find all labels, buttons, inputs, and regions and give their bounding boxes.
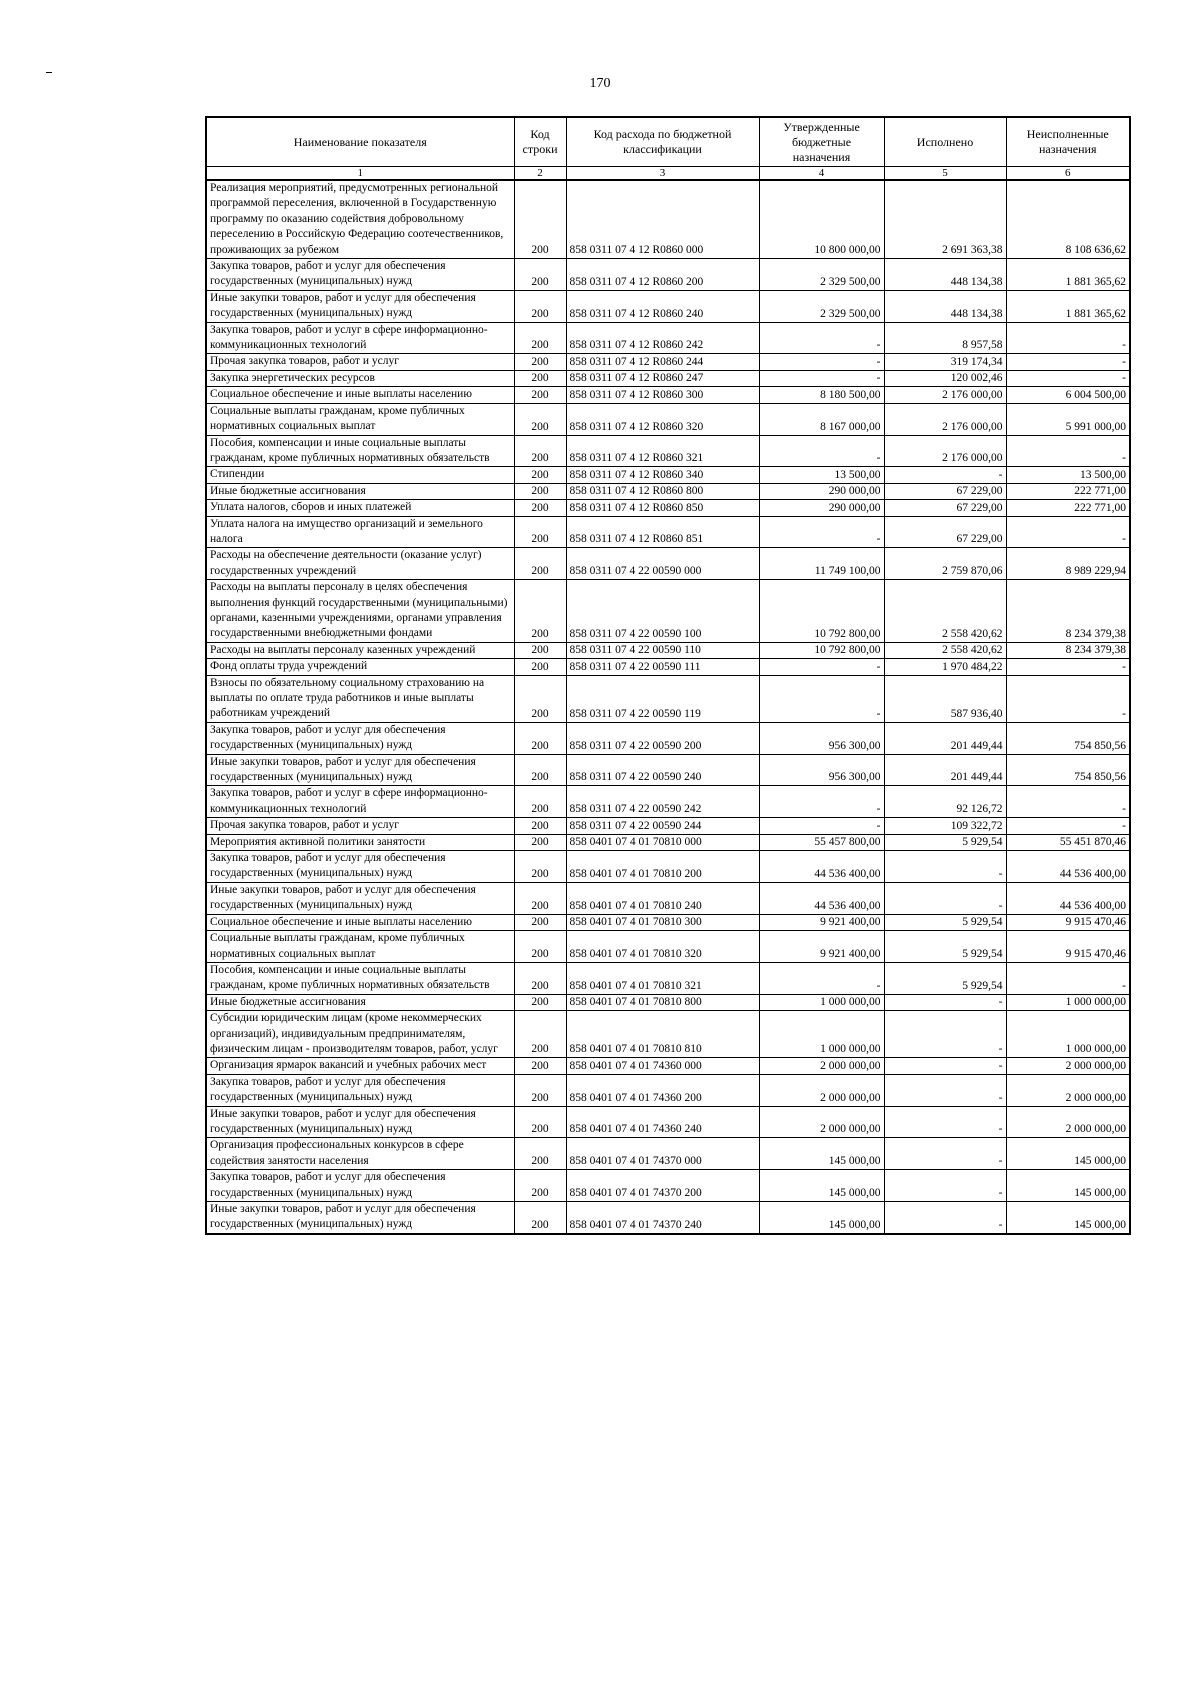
row-name: Иные бюджетные ассигнования — [206, 994, 514, 1010]
row-unexecuted: 6 004 500,00 — [1006, 387, 1130, 403]
row-name: Пособия, компенсации и иные социальные выплаты гражданам, кроме публичных нормативных обязательств — [206, 962, 514, 994]
table-row — [206, 548, 1130, 580]
row-unexecuted: 222 771,00 — [1006, 500, 1130, 516]
table-row — [206, 642, 1130, 658]
row-approved: - — [759, 370, 884, 386]
row-classification: 858 0311 07 4 22 00590 244 — [566, 818, 759, 834]
row-code: 200 — [514, 548, 566, 580]
row-unexecuted: 9 915 470,46 — [1006, 914, 1130, 930]
table-row — [206, 818, 1130, 834]
row-classification: 858 0401 07 4 01 70810 321 — [566, 962, 759, 994]
table-row — [206, 1138, 1130, 1170]
row-name: Закупка товаров, работ и услуг для обеспечения государственных (муниципальных) нужд — [206, 851, 514, 883]
row-approved: 2 000 000,00 — [759, 1106, 884, 1138]
row-classification: 858 0401 07 4 01 70810 300 — [566, 914, 759, 930]
row-name: Иные закупки товаров, работ и услуг для обеспечения государственных (муниципальных) нужд — [206, 882, 514, 914]
row-executed: 448 134,38 — [884, 290, 1006, 322]
table-row — [206, 722, 1130, 754]
row-approved: 8 180 500,00 — [759, 387, 884, 403]
row-unexecuted: - — [1006, 370, 1130, 386]
column-number: 3 — [566, 167, 759, 181]
row-name: Прочая закупка товаров, работ и услуг — [206, 818, 514, 834]
row-classification: 858 0311 07 4 22 00590 110 — [566, 642, 759, 658]
row-approved: 1 000 000,00 — [759, 1011, 884, 1058]
row-unexecuted: 754 850,56 — [1006, 722, 1130, 754]
row-classification: 858 0311 07 4 22 00590 240 — [566, 754, 759, 786]
row-code: 200 — [514, 403, 566, 435]
row-executed: 2 176 000,00 — [884, 435, 1006, 467]
row-code: 200 — [514, 580, 566, 643]
row-unexecuted: 145 000,00 — [1006, 1170, 1130, 1202]
row-name: Уплата налогов, сборов и иных платежей — [206, 500, 514, 516]
row-unexecuted: 9 915 470,46 — [1006, 931, 1130, 963]
header-approved: Утвержденные бюджетные назначения — [759, 117, 884, 167]
row-unexecuted: - — [1006, 786, 1130, 818]
row-executed: 1 970 484,22 — [884, 659, 1006, 675]
row-classification: 858 0401 07 4 01 70810 320 — [566, 931, 759, 963]
row-approved: - — [759, 675, 884, 722]
row-approved: 9 921 400,00 — [759, 931, 884, 963]
row-approved: 2 000 000,00 — [759, 1074, 884, 1106]
row-executed: 319 174,34 — [884, 354, 1006, 370]
row-name: Закупка товаров, работ и услуг для обеспечения государственных (муниципальных) нужд — [206, 1170, 514, 1202]
row-classification: 858 0401 07 4 01 70810 000 — [566, 834, 759, 850]
column-number: 1 — [206, 167, 514, 181]
table-row — [206, 931, 1130, 963]
row-name: Стипендии — [206, 467, 514, 483]
row-classification: 858 0401 07 4 01 74370 200 — [566, 1170, 759, 1202]
row-executed: 67 229,00 — [884, 516, 1006, 548]
row-unexecuted: - — [1006, 516, 1130, 548]
table-row — [206, 659, 1130, 675]
row-classification: 858 0401 07 4 01 70810 200 — [566, 851, 759, 883]
page-mark — [46, 72, 52, 73]
row-classification: 858 0311 07 4 12 R0860 242 — [566, 322, 759, 354]
row-code: 200 — [514, 834, 566, 850]
row-unexecuted: 145 000,00 — [1006, 1138, 1130, 1170]
row-unexecuted: 8 108 636,62 — [1006, 180, 1130, 259]
row-classification: 858 0311 07 4 22 00590 000 — [566, 548, 759, 580]
row-approved: 290 000,00 — [759, 500, 884, 516]
header-code: Код строки — [514, 117, 566, 167]
row-approved: - — [759, 322, 884, 354]
row-name: Иные закупки товаров, работ и услуг для обеспечения государственных (муниципальных) нужд — [206, 1202, 514, 1234]
table-row — [206, 882, 1130, 914]
row-code: 200 — [514, 354, 566, 370]
row-approved: 55 457 800,00 — [759, 834, 884, 850]
row-approved: 1 000 000,00 — [759, 994, 884, 1010]
table-row — [206, 786, 1130, 818]
row-code: 200 — [514, 931, 566, 963]
table-row — [206, 834, 1130, 850]
table-row — [206, 851, 1130, 883]
row-code: 200 — [514, 722, 566, 754]
row-code: 200 — [514, 259, 566, 291]
row-name: Иные закупки товаров, работ и услуг для обеспечения государственных (муниципальных) нужд — [206, 754, 514, 786]
row-classification: 858 0311 07 4 12 R0860 240 — [566, 290, 759, 322]
row-approved: - — [759, 659, 884, 675]
table-row — [206, 1058, 1130, 1074]
row-name: Пособия, компенсации и иные социальные выплаты гражданам, кроме публичных нормативных обязательств — [206, 435, 514, 467]
table-row — [206, 354, 1130, 370]
row-unexecuted: 1 881 365,62 — [1006, 259, 1130, 291]
row-executed: 5 929,54 — [884, 962, 1006, 994]
row-code: 200 — [514, 882, 566, 914]
row-approved: 956 300,00 — [759, 722, 884, 754]
column-number: 6 — [1006, 167, 1130, 181]
row-executed: 2 176 000,00 — [884, 387, 1006, 403]
row-code: 200 — [514, 786, 566, 818]
row-name: Закупка энергетических ресурсов — [206, 370, 514, 386]
row-unexecuted: 13 500,00 — [1006, 467, 1130, 483]
column-number: 4 — [759, 167, 884, 181]
row-code: 200 — [514, 1138, 566, 1170]
row-code: 200 — [514, 1058, 566, 1074]
row-approved: - — [759, 962, 884, 994]
row-unexecuted: 2 000 000,00 — [1006, 1058, 1130, 1074]
row-unexecuted: - — [1006, 962, 1130, 994]
table-row — [206, 516, 1130, 548]
row-name: Социальное обеспечение и иные выплаты населению — [206, 387, 514, 403]
row-name: Иные закупки товаров, работ и услуг для обеспечения государственных (муниципальных) нужд — [206, 1106, 514, 1138]
row-code: 200 — [514, 642, 566, 658]
row-name: Реализация мероприятий, предусмотренных региональной программой переселения, включенной в Государственную программу по оказанию содействия добровольному переселению в Российскую Федерацию соотечественников, проживающих за рубежом — [206, 180, 514, 259]
table-row — [206, 403, 1130, 435]
row-classification: 858 0311 07 4 12 R0860 300 — [566, 387, 759, 403]
row-approved: 956 300,00 — [759, 754, 884, 786]
table-row — [206, 322, 1130, 354]
row-classification: 858 0401 07 4 01 70810 800 — [566, 994, 759, 1010]
row-name: Закупка товаров, работ и услуг для обеспечения государственных (муниципальных) нужд — [206, 259, 514, 291]
budget-report-table — [205, 116, 1131, 1235]
row-executed: - — [884, 882, 1006, 914]
table-row — [206, 675, 1130, 722]
row-code: 200 — [514, 754, 566, 786]
row-code: 200 — [514, 851, 566, 883]
table-row — [206, 1011, 1130, 1058]
row-unexecuted: 2 000 000,00 — [1006, 1106, 1130, 1138]
row-name: Социальные выплаты гражданам, кроме публичных нормативных социальных выплат — [206, 403, 514, 435]
row-executed: 5 929,54 — [884, 834, 1006, 850]
row-unexecuted: 8 234 379,38 — [1006, 642, 1130, 658]
row-unexecuted: - — [1006, 818, 1130, 834]
row-classification: 858 0401 07 4 01 70810 810 — [566, 1011, 759, 1058]
table-row — [206, 994, 1130, 1010]
row-unexecuted: - — [1006, 435, 1130, 467]
row-code: 200 — [514, 370, 566, 386]
row-approved: - — [759, 354, 884, 370]
row-executed: - — [884, 994, 1006, 1010]
row-executed: 8 957,58 — [884, 322, 1006, 354]
row-executed: - — [884, 1106, 1006, 1138]
row-code: 200 — [514, 818, 566, 834]
row-unexecuted: - — [1006, 675, 1130, 722]
row-code: 200 — [514, 435, 566, 467]
column-number-row — [206, 167, 1130, 181]
row-name: Иные закупки товаров, работ и услуг для обеспечения государственных (муниципальных) нужд — [206, 290, 514, 322]
row-code: 200 — [514, 659, 566, 675]
row-name: Уплата налога на имущество организаций и земельного налога — [206, 516, 514, 548]
table-row — [206, 1170, 1130, 1202]
row-unexecuted: 145 000,00 — [1006, 1202, 1130, 1234]
row-approved: 44 536 400,00 — [759, 882, 884, 914]
row-classification: 858 0401 07 4 01 74360 240 — [566, 1106, 759, 1138]
row-code: 200 — [514, 500, 566, 516]
row-executed: - — [884, 1138, 1006, 1170]
row-code: 200 — [514, 994, 566, 1010]
row-approved: - — [759, 818, 884, 834]
row-name: Организация профессиональных конкурсов в сфере содействия занятости населения — [206, 1138, 514, 1170]
page-number: 170 — [589, 76, 611, 91]
table-row — [206, 370, 1130, 386]
row-unexecuted: - — [1006, 322, 1130, 354]
row-approved: 10 800 000,00 — [759, 180, 884, 259]
row-executed: - — [884, 467, 1006, 483]
row-code: 200 — [514, 483, 566, 499]
row-code: 200 — [514, 1106, 566, 1138]
row-approved: 10 792 800,00 — [759, 580, 884, 643]
row-classification: 858 0311 07 4 12 R0860 247 — [566, 370, 759, 386]
row-code: 200 — [514, 180, 566, 259]
table-row — [206, 914, 1130, 930]
row-code: 200 — [514, 290, 566, 322]
row-code: 200 — [514, 1170, 566, 1202]
row-approved: 2 000 000,00 — [759, 1058, 884, 1074]
header-executed: Исполнено — [884, 117, 1006, 167]
row-unexecuted: - — [1006, 659, 1130, 675]
table-row — [206, 500, 1130, 516]
row-name: Организация ярмарок вакансий и учебных рабочих мест — [206, 1058, 514, 1074]
row-classification: 858 0311 07 4 12 R0860 321 — [566, 435, 759, 467]
row-name: Фонд оплаты труда учреждений — [206, 659, 514, 675]
row-unexecuted: 8 989 229,94 — [1006, 548, 1130, 580]
row-approved: 10 792 800,00 — [759, 642, 884, 658]
row-approved: 11 749 100,00 — [759, 548, 884, 580]
row-classification: 858 0311 07 4 12 R0860 851 — [566, 516, 759, 548]
row-code: 200 — [514, 962, 566, 994]
row-name: Расходы на обеспечение деятельности (оказание услуг) государственных учреждений — [206, 548, 514, 580]
row-executed: 120 002,46 — [884, 370, 1006, 386]
table-row — [206, 435, 1130, 467]
row-code: 200 — [514, 387, 566, 403]
row-code: 200 — [514, 914, 566, 930]
row-approved: - — [759, 786, 884, 818]
row-approved: 145 000,00 — [759, 1138, 884, 1170]
row-executed: 67 229,00 — [884, 500, 1006, 516]
row-unexecuted: 1 881 365,62 — [1006, 290, 1130, 322]
table-row — [206, 1074, 1130, 1106]
row-executed: 109 322,72 — [884, 818, 1006, 834]
header-name: Наименование показателя — [206, 117, 514, 167]
table-row — [206, 754, 1130, 786]
row-approved: 13 500,00 — [759, 467, 884, 483]
row-approved: - — [759, 435, 884, 467]
row-approved: 2 329 500,00 — [759, 259, 884, 291]
row-name: Мероприятия активной политики занятости — [206, 834, 514, 850]
row-executed: 2 759 870,06 — [884, 548, 1006, 580]
row-classification: 858 0311 07 4 12 R0860 000 — [566, 180, 759, 259]
row-classification: 858 0401 07 4 01 74360 200 — [566, 1074, 759, 1106]
row-name: Закупка товаров, работ и услуг для обеспечения государственных (муниципальных) нужд — [206, 1074, 514, 1106]
row-approved: 9 921 400,00 — [759, 914, 884, 930]
row-name: Закупка товаров, работ и услуг для обеспечения государственных (муниципальных) нужд — [206, 722, 514, 754]
row-executed: 2 176 000,00 — [884, 403, 1006, 435]
row-classification: 858 0311 07 4 12 R0860 320 — [566, 403, 759, 435]
table-row — [206, 580, 1130, 643]
row-approved: 2 329 500,00 — [759, 290, 884, 322]
row-name: Субсидии юридическим лицам (кроме некоммерческих организаций), индивидуальным предпринимателям, физическим лицам - производителям товаров, работ, услуг — [206, 1011, 514, 1058]
row-name: Закупка товаров, работ и услуг в сфере информационно-коммуникационных технологий — [206, 322, 514, 354]
row-executed: - — [884, 1170, 1006, 1202]
row-classification: 858 0311 07 4 12 R0860 200 — [566, 259, 759, 291]
row-approved: 8 167 000,00 — [759, 403, 884, 435]
row-unexecuted: 44 536 400,00 — [1006, 882, 1130, 914]
header-classification: Код расхода по бюджетной классификации — [566, 117, 759, 167]
table-row — [206, 962, 1130, 994]
column-number: 5 — [884, 167, 1006, 181]
row-classification: 858 0311 07 4 12 R0860 340 — [566, 467, 759, 483]
row-classification: 858 0311 07 4 22 00590 111 — [566, 659, 759, 675]
row-code: 200 — [514, 675, 566, 722]
row-code: 200 — [514, 467, 566, 483]
row-executed: 2 558 420,62 — [884, 642, 1006, 658]
row-classification: 858 0401 07 4 01 74370 000 — [566, 1138, 759, 1170]
row-classification: 858 0311 07 4 12 R0860 800 — [566, 483, 759, 499]
row-executed: 2 691 363,38 — [884, 180, 1006, 259]
table-row — [206, 1106, 1130, 1138]
row-approved: 145 000,00 — [759, 1170, 884, 1202]
row-executed: - — [884, 1202, 1006, 1234]
row-executed: - — [884, 1011, 1006, 1058]
row-approved: - — [759, 516, 884, 548]
row-code: 200 — [514, 322, 566, 354]
row-unexecuted: 1 000 000,00 — [1006, 1011, 1130, 1058]
row-unexecuted: 754 850,56 — [1006, 754, 1130, 786]
row-code: 200 — [514, 1011, 566, 1058]
row-classification: 858 0311 07 4 22 00590 242 — [566, 786, 759, 818]
row-approved: 290 000,00 — [759, 483, 884, 499]
row-executed: - — [884, 1058, 1006, 1074]
row-classification: 858 0401 07 4 01 70810 240 — [566, 882, 759, 914]
row-name: Прочая закупка товаров, работ и услуг — [206, 354, 514, 370]
row-executed: 5 929,54 — [884, 931, 1006, 963]
row-name: Расходы на выплаты персоналу в целях обеспечения выполнения функций государственными (муниципальными) органами, казенными учреждениями, органами управления государственными внебюджетными фондами — [206, 580, 514, 643]
table-row — [206, 1202, 1130, 1234]
header-unexecuted: Неисполненные назначения — [1006, 117, 1130, 167]
row-executed: 448 134,38 — [884, 259, 1006, 291]
table-header-row — [206, 117, 1130, 167]
row-unexecuted: 1 000 000,00 — [1006, 994, 1130, 1010]
row-unexecuted: 44 536 400,00 — [1006, 851, 1130, 883]
table-row — [206, 387, 1130, 403]
row-code: 200 — [514, 516, 566, 548]
row-unexecuted: 2 000 000,00 — [1006, 1074, 1130, 1106]
table-row — [206, 483, 1130, 499]
row-classification: 858 0311 07 4 22 00590 100 — [566, 580, 759, 643]
row-name: Иные бюджетные ассигнования — [206, 483, 514, 499]
row-executed: - — [884, 851, 1006, 883]
row-code: 200 — [514, 1202, 566, 1234]
row-executed: 587 936,40 — [884, 675, 1006, 722]
row-executed: - — [884, 1074, 1006, 1106]
table-row — [206, 180, 1130, 259]
row-classification: 858 0311 07 4 22 00590 119 — [566, 675, 759, 722]
row-name: Взносы по обязательному социальному страхованию на выплаты по оплате труда работников и иные выплаты работникам учреждений — [206, 675, 514, 722]
row-classification: 858 0401 07 4 01 74360 000 — [566, 1058, 759, 1074]
row-classification: 858 0311 07 4 12 R0860 244 — [566, 354, 759, 370]
row-name: Расходы на выплаты персоналу казенных учреждений — [206, 642, 514, 658]
row-executed: 92 126,72 — [884, 786, 1006, 818]
row-executed: 67 229,00 — [884, 483, 1006, 499]
row-executed: 201 449,44 — [884, 722, 1006, 754]
column-number: 2 — [514, 167, 566, 181]
row-classification: 858 0311 07 4 12 R0860 850 — [566, 500, 759, 516]
row-approved: 145 000,00 — [759, 1202, 884, 1234]
row-classification: 858 0311 07 4 22 00590 200 — [566, 722, 759, 754]
row-name: Закупка товаров, работ и услуг в сфере информационно-коммуникационных технологий — [206, 786, 514, 818]
row-code: 200 — [514, 1074, 566, 1106]
row-unexecuted: - — [1006, 354, 1130, 370]
row-unexecuted: 8 234 379,38 — [1006, 580, 1130, 643]
table-body — [206, 180, 1130, 1234]
row-executed: 201 449,44 — [884, 754, 1006, 786]
row-approved: 44 536 400,00 — [759, 851, 884, 883]
table-row — [206, 290, 1130, 322]
row-name: Социальные выплаты гражданам, кроме публичных нормативных социальных выплат — [206, 931, 514, 963]
row-unexecuted: 5 991 000,00 — [1006, 403, 1130, 435]
row-unexecuted: 55 451 870,46 — [1006, 834, 1130, 850]
row-classification: 858 0401 07 4 01 74370 240 — [566, 1202, 759, 1234]
row-unexecuted: 222 771,00 — [1006, 483, 1130, 499]
table-row — [206, 467, 1130, 483]
row-name: Социальное обеспечение и иные выплаты населению — [206, 914, 514, 930]
row-executed: 5 929,54 — [884, 914, 1006, 930]
table-row — [206, 259, 1130, 291]
row-executed: 2 558 420,62 — [884, 580, 1006, 643]
